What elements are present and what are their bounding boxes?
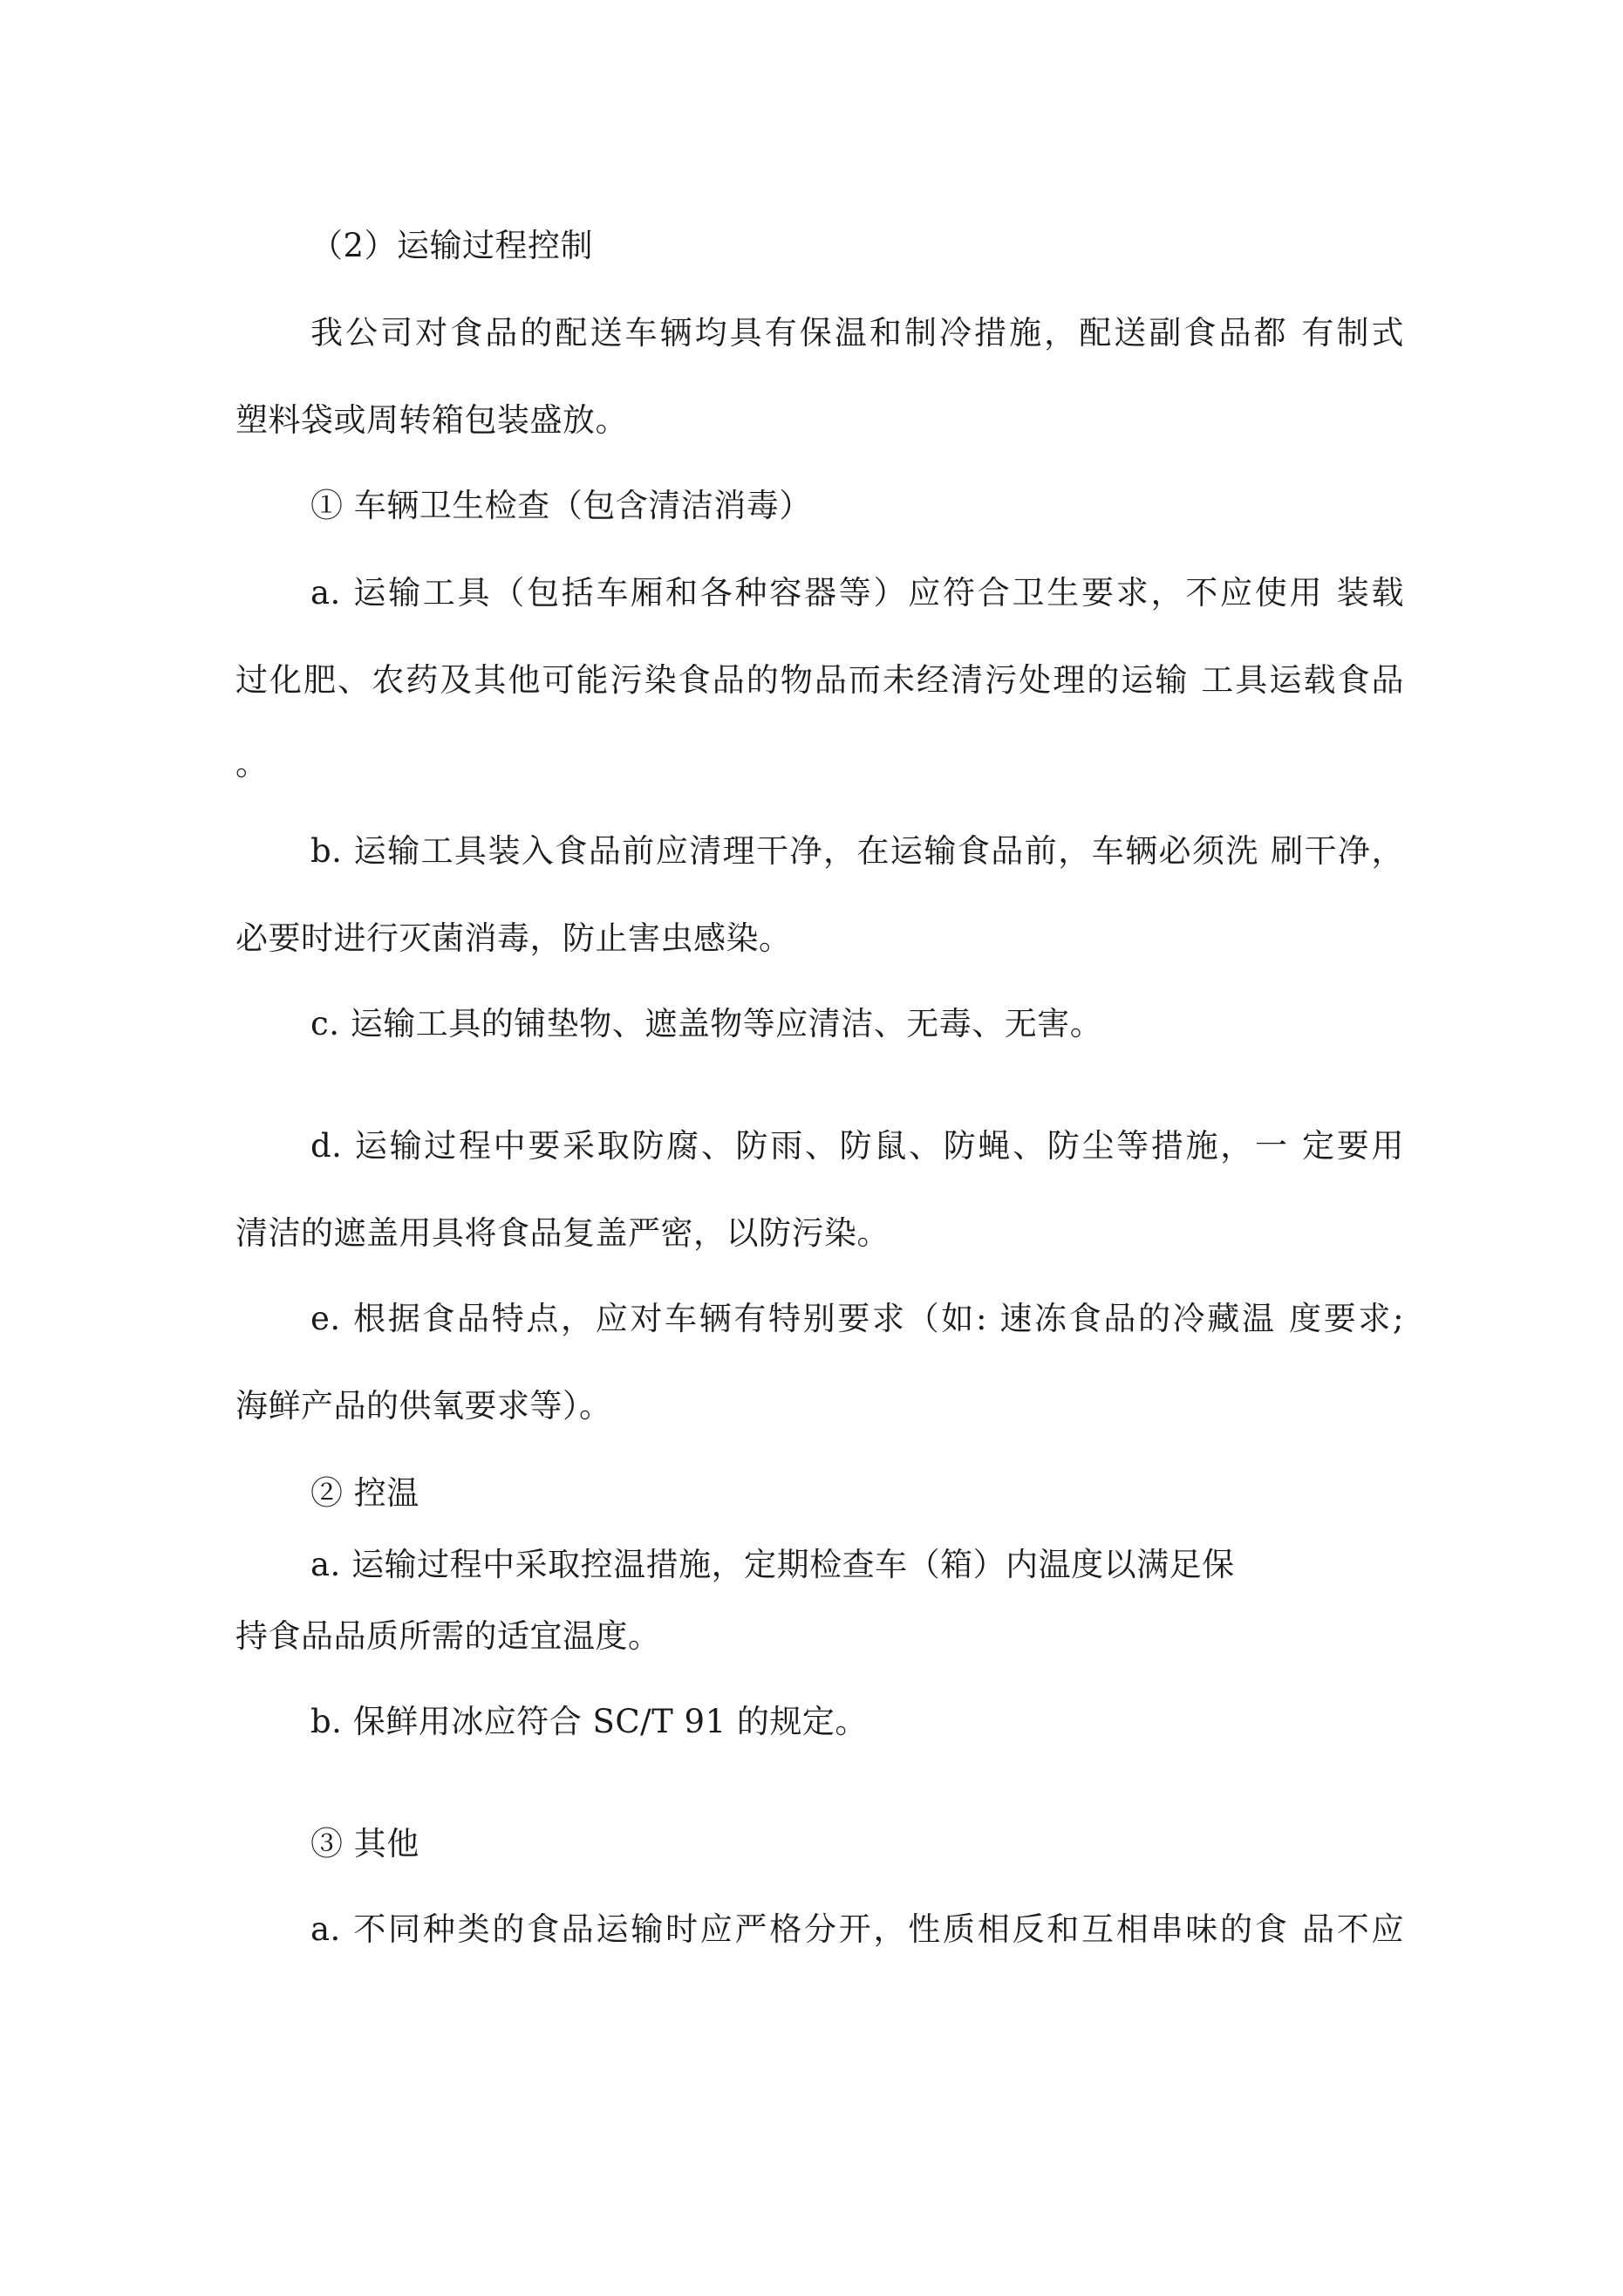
paragraph-line: c. 运输工具的铺垫物、遮盖物等应清洁、无毒、无害。 <box>310 1005 1103 1042</box>
paragraph-line: 我公司对食品的配送车辆均具有保温和制冷措施，配送副食品都 有制式 <box>310 314 1404 352</box>
paragraph-line: d. 运输过程中要采取防腐、防雨、防鼠、防蝇、防尘等措施，一 定要用 <box>310 1127 1404 1165</box>
paragraph-line: 海鲜产品的供氧要求等）。 <box>235 1387 612 1425</box>
subsection-heading: ② 控温 <box>310 1474 419 1512</box>
paragraph-line: b. 运输工具装入食品前应清理干净，在运输食品前，车辆必须洗 刷干净， <box>310 832 1404 870</box>
subsection-heading: ③ 其他 <box>310 1825 419 1862</box>
paragraph-line: 塑料袋或周转箱包装盛放。 <box>235 401 628 439</box>
paragraph-line: 必要时进行灭菌消毒，防止害虫感染。 <box>235 919 792 957</box>
paragraph-line: 过化肥、农药及其他可能污染食品的物品而未经清污处理的运输 工具运载食品 <box>235 661 1404 699</box>
paragraph-line: a. 运输过程中采取控温措施，定期检查车（箱）内温度以满足保 <box>310 1546 1235 1583</box>
paragraph-line: e. 根据食品特点，应对车辆有特别要求（如: 速冻食品的冷藏温 度要求; <box>310 1300 1404 1337</box>
subsection-heading: ① 车辆卫生检查（包含清洁消毒） <box>310 487 812 524</box>
paragraph-line: a. 不同种类的食品运输时应严格分开，性质相反和互相串味的食 品不应 <box>310 1910 1404 1948</box>
paragraph-line: 持食品品质所需的适宜温度。 <box>235 1617 661 1655</box>
paragraph-line: a. 运输工具（包括车厢和各种容器等）应符合卫生要求，不应使用 装载 <box>310 574 1404 612</box>
section-heading: （2）运输过程控制 <box>310 227 594 264</box>
paragraph-line: b. 保鲜用冰应符合 SC/T 91 的规定。 <box>310 1703 868 1740</box>
paragraph-line: 。 <box>235 745 269 782</box>
paragraph-line: 清洁的遮盖用具将食品复盖严密，以防污染。 <box>235 1214 890 1252</box>
